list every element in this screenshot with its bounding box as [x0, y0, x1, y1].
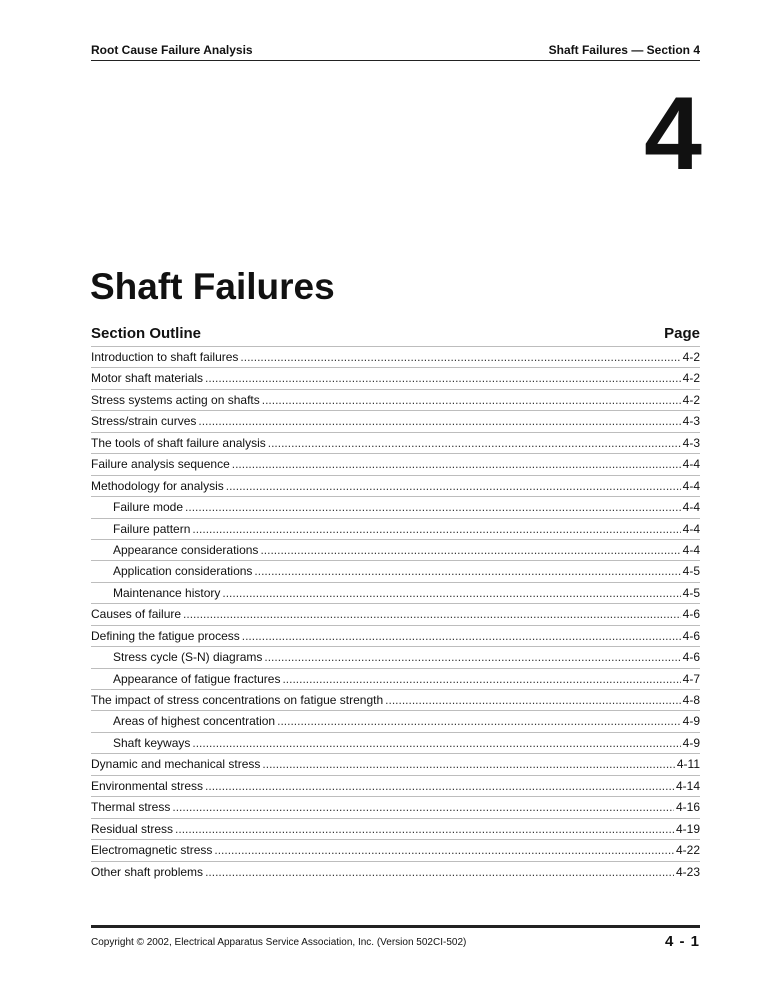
- toc-entry: [91, 539, 700, 560]
- toc-entry-page: 4-8: [682, 693, 700, 707]
- toc-dot-leader: [172, 797, 674, 817]
- toc-entry-page: 4-3: [682, 435, 700, 450]
- running-header: [91, 42, 700, 61]
- toc-entry-label: Failure analysis sequence: [91, 457, 230, 472]
- toc-entry-label: Defining the fatigue process: [91, 628, 240, 643]
- toc-entry-label: Failure mode: [113, 500, 184, 515]
- toc-entry: [91, 818, 700, 839]
- header-section-title: Shaft Failures — Section 4: [548, 43, 700, 57]
- chapter-number: 4: [644, 76, 700, 192]
- toc-entry-page: 4-4: [682, 457, 700, 472]
- toc-dot-leader: [385, 690, 681, 710]
- toc-entry-page: 4-4: [682, 478, 700, 493]
- toc-dot-leader: [175, 819, 674, 839]
- toc-entry-page: 4-2: [682, 350, 700, 364]
- toc-entry-label: Thermal stress: [91, 800, 171, 815]
- toc-entry: [91, 518, 700, 539]
- toc-entry-label: Application considerations: [113, 564, 253, 579]
- table-of-contents: [91, 346, 700, 882]
- toc-dot-leader: [240, 347, 680, 367]
- toc-entry-page: 4-4: [682, 542, 700, 557]
- toc-dot-leader: [262, 390, 681, 410]
- toc-dot-leader: [242, 626, 681, 646]
- toc-dot-leader: [205, 368, 681, 388]
- toc-entry-label: Other shaft problems: [91, 864, 204, 879]
- toc-entry: [91, 753, 700, 774]
- footer-copyright: Copyright © 2002, Electrical Apparatus Service Association, Inc. (Version 502CI-502): [91, 937, 467, 948]
- toc-entry-page: 4-3: [682, 414, 700, 429]
- toc-dot-leader: [183, 604, 681, 624]
- toc-entry: [91, 710, 700, 731]
- toc-entry-page: 4-9: [682, 735, 700, 750]
- toc-entry-label: Residual stress: [91, 821, 174, 836]
- toc-dot-leader: [185, 497, 681, 517]
- toc-dot-leader: [198, 411, 680, 431]
- toc-entry-page: 4-6: [682, 650, 700, 665]
- toc-dot-leader: [192, 519, 680, 539]
- toc-entry-page: 4-16: [675, 800, 700, 815]
- toc-entry: [91, 603, 700, 624]
- header-book-title: Root Cause Failure Analysis: [91, 43, 253, 57]
- toc-entry: [91, 625, 700, 646]
- toc-entry-page: 4-19: [675, 821, 700, 836]
- toc-dot-leader: [226, 476, 681, 496]
- toc-entry: [91, 582, 700, 603]
- toc-entry-page: 4-5: [682, 585, 700, 600]
- toc-entry-label: Dynamic and mechanical stress: [91, 757, 261, 772]
- toc-entry-label: The impact of stress concentrations on fatigue strength: [91, 693, 384, 707]
- toc-dot-leader: [205, 776, 674, 796]
- toc-entry-page: 4-23: [675, 864, 700, 879]
- toc-dot-leader: [260, 540, 680, 560]
- toc-entry-page: 4-6: [682, 607, 700, 622]
- toc-entry-page: 4-5: [682, 564, 700, 579]
- toc-entry: [91, 410, 700, 431]
- toc-dot-leader: [232, 454, 681, 474]
- toc-entry: [91, 668, 700, 689]
- toc-entry: [91, 389, 700, 410]
- toc-entry-page: 4-2: [682, 392, 700, 407]
- toc-entry-label: Environmental stress: [91, 778, 204, 793]
- toc-entry: [91, 796, 700, 817]
- toc-dot-leader: [264, 647, 680, 667]
- toc-entry: [91, 367, 700, 388]
- toc-entry: [91, 861, 700, 882]
- toc-entry: [91, 646, 700, 667]
- toc-entry-label: Appearance considerations: [113, 542, 259, 557]
- toc-entry-label: Stress/strain curves: [91, 414, 197, 429]
- outline-heading: Section Outline: [91, 325, 202, 342]
- toc-entry-label: Areas of highest concentration: [113, 714, 276, 729]
- toc-dot-leader: [254, 561, 680, 581]
- toc-entry-label: Causes of failure: [91, 607, 182, 622]
- toc-entry-page: 4-22: [675, 843, 700, 858]
- toc-entry: [91, 775, 700, 796]
- toc-entry-page: 4-6: [682, 628, 700, 643]
- toc-dot-leader: [277, 711, 681, 731]
- toc-entry-label: Motor shaft materials: [91, 371, 204, 386]
- toc-entry-label: Maintenance history: [113, 585, 221, 600]
- toc-entry: [91, 432, 700, 453]
- toc-entry-page: 4-4: [682, 521, 700, 536]
- footer-divider: [91, 925, 700, 928]
- toc-entry-label: Methodology for analysis: [91, 478, 224, 493]
- toc-entry-page: 4-14: [675, 778, 700, 793]
- toc-dot-leader: [192, 733, 680, 753]
- toc-entry-label: Introduction to shaft failures: [91, 350, 239, 364]
- footer-page-number: 4 - 1: [664, 933, 700, 950]
- toc-entry: [91, 839, 700, 860]
- page-column-heading: Page: [664, 325, 700, 342]
- toc-entry: [91, 496, 700, 517]
- toc-dot-leader: [262, 754, 674, 774]
- toc-entry-page: 4-9: [682, 714, 700, 729]
- toc-entry-page: 4-11: [676, 757, 700, 772]
- toc-entry: [91, 560, 700, 581]
- outline-header: [91, 325, 700, 343]
- toc-entry-page: 4-2: [682, 371, 700, 386]
- toc-entry: [91, 475, 700, 496]
- toc-entry-label: Stress cycle (S-N) diagrams: [113, 650, 263, 665]
- toc-entry: [91, 453, 700, 474]
- toc-entry: [91, 346, 700, 367]
- toc-dot-leader: [205, 862, 674, 882]
- toc-entry-label: The tools of shaft failure analysis: [91, 435, 266, 450]
- toc-entry-label: Failure pattern: [113, 521, 191, 536]
- toc-dot-leader: [282, 669, 680, 689]
- toc-entry-label: Shaft keyways: [113, 735, 191, 750]
- chapter-title: Shaft Failures: [90, 266, 335, 307]
- toc-entry-page: 4-7: [682, 671, 700, 686]
- toc-dot-leader: [268, 433, 681, 453]
- toc-dot-leader: [214, 840, 674, 860]
- toc-entry: [91, 732, 700, 753]
- toc-entry-label: Electromagnetic stress: [91, 843, 213, 858]
- toc-entry: [91, 689, 700, 710]
- toc-entry-label: Appearance of fatigue fractures: [113, 671, 281, 686]
- toc-dot-leader: [222, 583, 680, 603]
- toc-entry-label: Stress systems acting on shafts: [91, 392, 260, 407]
- toc-entry-page: 4-4: [682, 500, 700, 515]
